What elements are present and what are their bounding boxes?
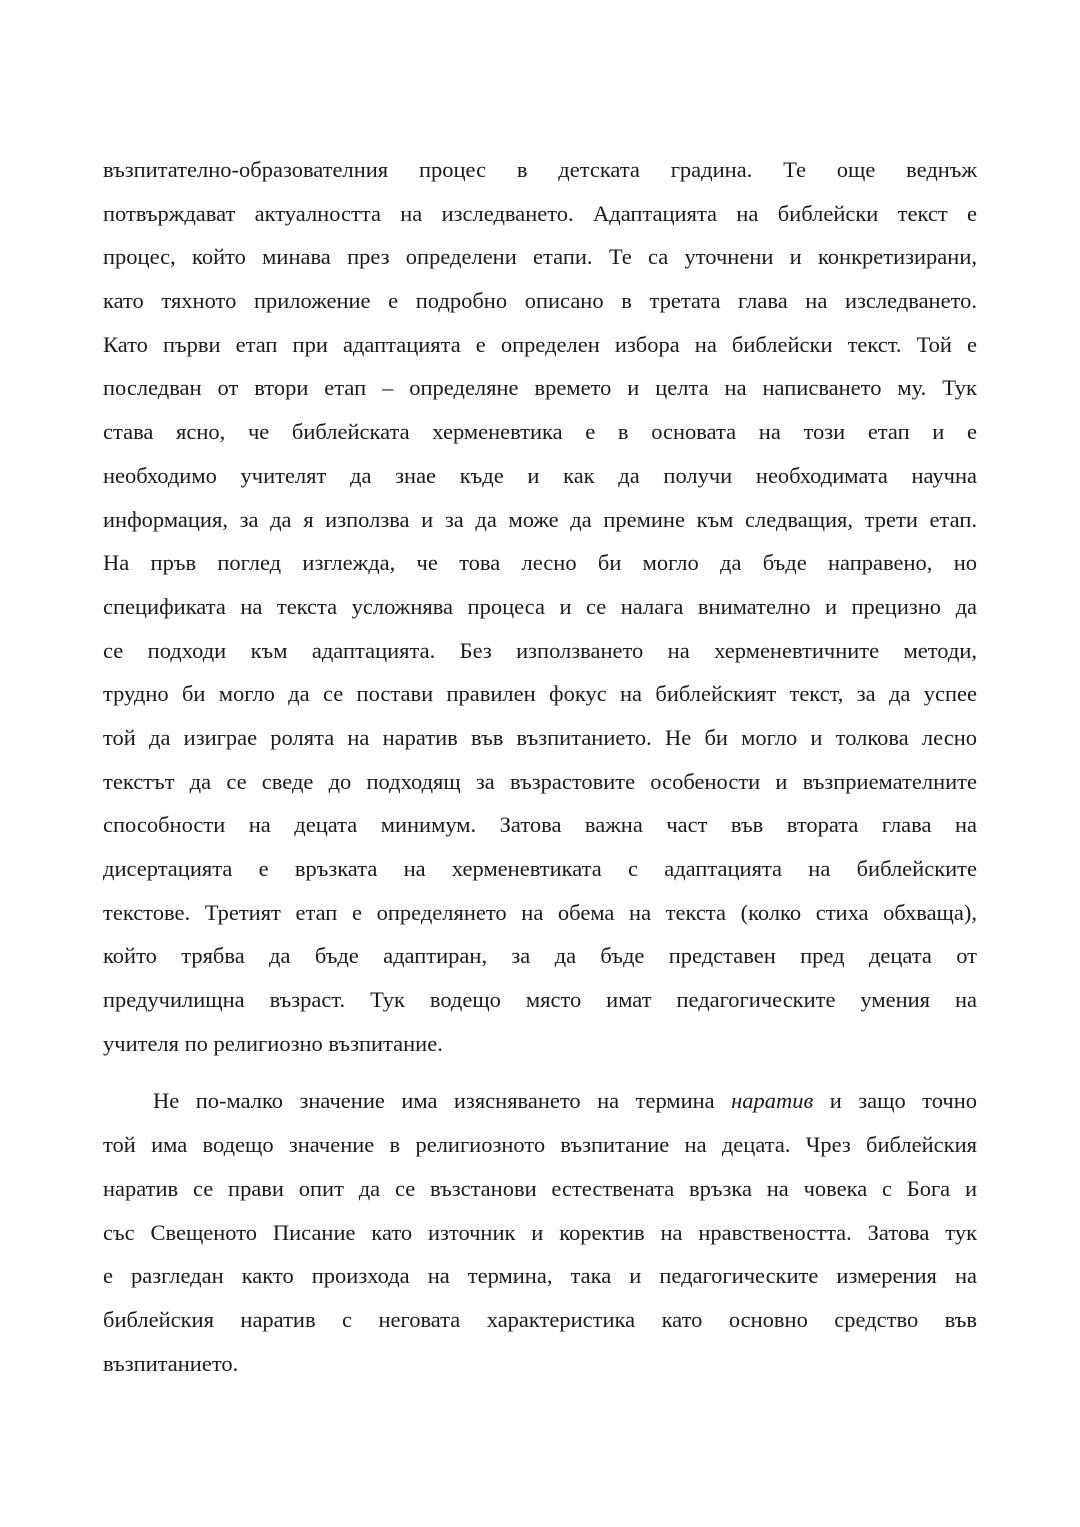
text-line: който трябва да бъде адаптиран, за да бъде представен пред децата от bbox=[103, 943, 977, 969]
text-line: той има водещо значение в религиозното възпитание на децата. Чрез библейския bbox=[103, 1132, 977, 1158]
text-line: като тяхното приложение е подробно описано в третата глава на изследването. bbox=[103, 288, 977, 314]
document-page bbox=[103, 148, 977, 1385]
text-line: текстът да се сведе до подходящ за възрастовите особености и възприемателните bbox=[103, 768, 977, 794]
text-line: наратив се прави опит да се възстанови естествената връзка на човека с Бога и bbox=[103, 1175, 977, 1201]
text-line: необходимо учителят да знае къде и как да получи необходимата научна bbox=[103, 462, 977, 488]
text-line: е разгледан както произхода на термина, така и педагогическите измерения на bbox=[103, 1263, 977, 1289]
text-line: Като първи етап при адаптацията е определен избора на библейски текст. Той е bbox=[103, 331, 977, 357]
text-line: дисертацията е връзката на херменевтиката с адаптацията на библейските bbox=[103, 856, 977, 881]
text-line: със Свещеното Писание като източник и коректив на нравствеността. Затова тук bbox=[103, 1219, 977, 1245]
text-segment: Не по-малко значение има изясняването на термина bbox=[153, 1088, 732, 1114]
text-line: последван от втори етап – определяне времето и целта на написването му. Тук bbox=[103, 375, 977, 401]
italic-term: наратив bbox=[731, 1088, 814, 1114]
text-line: потвърждават актуалността на изследването. Адаптацията на библейски текст е bbox=[103, 200, 977, 226]
text-line: възпитателно-образователния процес в детската градина. Те още веднъж bbox=[103, 157, 977, 182]
text-line: се подходи към адаптацията. Без използването на херменевтичните методи, bbox=[103, 637, 977, 663]
text-line: предучилищна възраст. Тук водещо място имат педагогическите умения на bbox=[103, 987, 977, 1013]
text-segment: и защо точно bbox=[813, 1088, 977, 1114]
text-line: текстове. Третият етап е определянето на обема на текста (колко стиха обхваща), bbox=[103, 899, 977, 925]
text-line: трудно би могло да се постави правилен фокус на библейският текст, за да успее bbox=[103, 681, 977, 707]
text-line: библейския наратив с неговата характеристика като основно средство във bbox=[103, 1306, 977, 1332]
text-line: На пръв поглед изглежда, че това лесно би могло да бъде направено, но bbox=[103, 550, 977, 576]
text-line: процес, който минава през определени етапи. Те са уточнени и конкретизирани, bbox=[103, 244, 977, 270]
paragraph-1 bbox=[103, 148, 977, 1065]
text-line: способности на децата минимум. Затова важна част във втората глава на bbox=[103, 812, 977, 838]
paragraph-2 bbox=[103, 1079, 977, 1385]
text-line: става ясно, че библейската херменевтика е в основата на този етап и е bbox=[103, 419, 977, 445]
text-line: информация, за да я използва и за да може да премине към следващия, трети етап. bbox=[103, 506, 977, 532]
text-line: възпитанието. bbox=[103, 1350, 239, 1376]
text-line: спецификата на текста усложнява процеса и се налага внимателно и прецизно да bbox=[103, 593, 977, 619]
text-line: той да изиграе ролята на наратив във възпитанието. Не би могло и толкова лесно bbox=[103, 724, 977, 750]
text-line bbox=[103, 1079, 977, 1123]
text-line: учителя по религиозно възпитание. bbox=[103, 1030, 443, 1056]
